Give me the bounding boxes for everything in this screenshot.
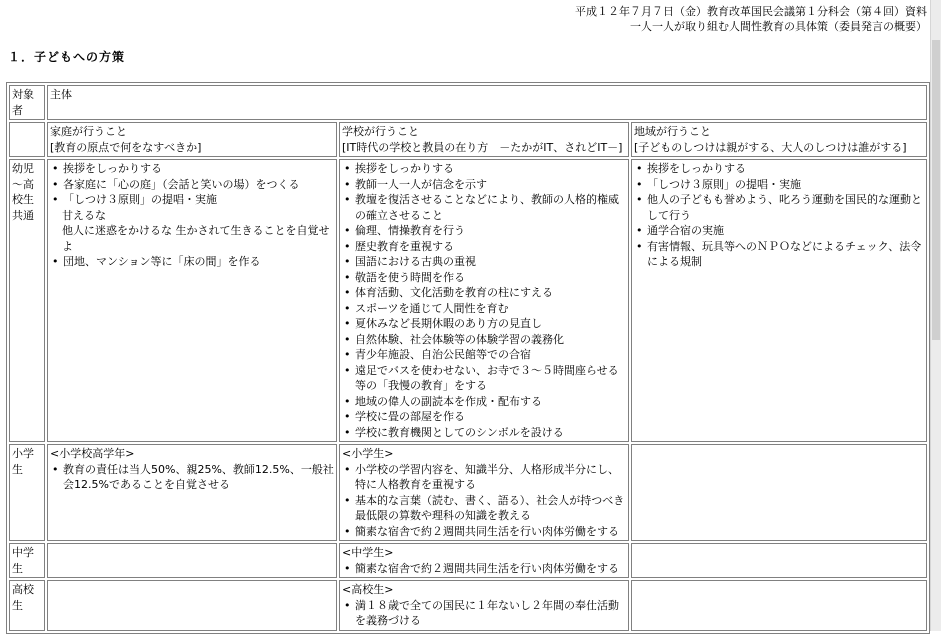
subject-community-title: 地域が行うこと xyxy=(634,125,711,138)
cell-high-community xyxy=(631,580,927,631)
list-item: • 敬語を使う時間を作る xyxy=(355,270,626,286)
subject-home-title: 家庭が行うこと xyxy=(50,125,127,138)
list-item: • 国語における古典の重視 xyxy=(355,254,626,270)
list-item: • 小学校の学習内容を、知識半分、人格形成半分にし、特に人格教育を重視する xyxy=(355,462,626,493)
list-item: • 簡素な宿舎で約２週間共同生活を行い肉体労働をする xyxy=(355,524,626,540)
list-item: • 学校に教育機関としてのシンボルを設ける xyxy=(355,425,626,441)
header-line-1: 平成１２年７月７日（金）教育改革国民会議第１分科会（第４回）資料 xyxy=(575,5,927,18)
list-item: • 他人の子どもも誉めよう、叱ろう運動を国民的な運動として行う xyxy=(647,192,924,223)
cell-junior-home xyxy=(47,543,337,578)
empty-cell xyxy=(9,122,45,157)
list-common-school xyxy=(342,161,626,440)
list-item: • 挨拶をしっかりする xyxy=(63,161,334,177)
cell-high-home xyxy=(47,580,337,631)
list-item: • 「しつけ３原則」の提唱・実施 xyxy=(647,177,924,193)
measures-table xyxy=(6,82,930,634)
list-item: • 基本的な言葉（読む、書く、語る）、社会人が持つべき最低限の算数や理科の知識を教える xyxy=(355,493,626,524)
subject-home-subtitle: [教育の原点で何をなすべきか] xyxy=(50,140,202,154)
list-item: • 夏休みなど長期休暇のあり方の見直し xyxy=(355,316,626,332)
table-row-common xyxy=(9,159,927,442)
subject-school-title: 学校が行うこと xyxy=(342,125,419,138)
list-item: • 有害情報、玩具等へのＮＰＯなどによるチェック、法令による規制 xyxy=(647,239,924,270)
cell-elementary-community xyxy=(631,444,927,541)
list-item: • 教師一人一人が信念を示す xyxy=(355,177,626,193)
table-row-junior xyxy=(9,543,927,578)
list-item: • 自然体験、社会体験等の体験学習の義務化 xyxy=(355,332,626,348)
list-item: • 遠足でバスを使わせない、お寺で３～５時間座らせる等の「我慢の教育」をする xyxy=(355,363,626,394)
subject-community xyxy=(631,122,927,157)
cell-high-school xyxy=(339,580,629,631)
list-common-community xyxy=(634,161,924,270)
column-header-subject: 主体 xyxy=(47,85,927,120)
list-item: • 簡素な宿舎で約２週間共同生活を行い肉体労働をする xyxy=(355,561,626,577)
list-item: • 挨拶をしっかりする xyxy=(647,161,924,177)
list-item: • 教壇を復活させることなどにより、教師の人格的権威の確立させること xyxy=(355,192,626,223)
list-junior-school xyxy=(342,561,626,577)
list-item: • 各家庭に「心の庭」（会話と笑いの場）をつくる xyxy=(63,177,334,193)
cell-junior-school xyxy=(339,543,629,578)
list-item: • 「しつけ３原則」の提唱・実施 xyxy=(63,192,334,208)
section-title: １．子どもへの方策 xyxy=(8,50,126,64)
group-heading: <中学生> xyxy=(342,546,394,559)
list-elementary-home xyxy=(50,462,334,493)
subject-header-row xyxy=(9,122,927,157)
list-item: • 挨拶をしっかりする xyxy=(355,161,626,177)
header-line-2: 一人一人が取り組む人間性教育の具体策（委員発言の概要） xyxy=(630,20,927,33)
list-item: • 通学合宿の実施 xyxy=(647,223,924,239)
subject-home xyxy=(47,122,337,157)
cell-common-home xyxy=(47,159,337,442)
list-common-home-2 xyxy=(50,254,334,270)
cell-common-community xyxy=(631,159,927,442)
group-heading: <小学校高学年> xyxy=(50,447,135,460)
vertical-scrollbar[interactable] xyxy=(930,0,941,631)
subject-school-subtitle: [IT時代の学校と教員の在り方 －たかがIT、されどIT－] xyxy=(342,140,623,154)
document-header xyxy=(575,4,927,34)
group-heading: <小学生> xyxy=(342,447,394,460)
list-item: • 団地、マンション等に「床の間」を作る xyxy=(63,254,334,270)
list-common-home xyxy=(50,161,334,208)
list-high-school xyxy=(342,598,626,629)
cell-elementary-home xyxy=(47,444,337,541)
list-item: • スポーツを通じて人間性を育む xyxy=(355,301,626,317)
target-elementary: 小学生 xyxy=(9,444,45,541)
column-header-target: 対象者 xyxy=(9,85,45,120)
cell-junior-community xyxy=(631,543,927,578)
target-high: 高校生 xyxy=(9,580,45,631)
list-item: • 体育活動、文化活動を教育の柱にすえる xyxy=(355,285,626,301)
subject-community-subtitle: [子どものしつけは親がする、大人のしつけは誰がする] xyxy=(634,140,907,154)
table-header-row xyxy=(9,85,927,120)
sub-text: 他人に迷惑をかけるな 生かされて生きることを自覚せよ xyxy=(62,224,330,253)
list-item: • 青少年施設、自治公民館等での合宿 xyxy=(355,347,626,363)
list-item: • 満１８歳で全ての国民に１年ないし２年間の奉仕活動を義務づける xyxy=(355,598,626,629)
cell-elementary-school xyxy=(339,444,629,541)
list-item: • 歴史教育を重視する xyxy=(355,239,626,255)
group-heading: <高校生> xyxy=(342,583,394,596)
list-item: • 教育の責任は当人50%、親25%、教師12.5%、一般社会12.5%であることを自覚させる xyxy=(63,462,334,493)
list-item: • 学校に畳の部屋を作る xyxy=(355,409,626,425)
subject-school xyxy=(339,122,629,157)
list-elementary-school xyxy=(342,462,626,540)
cell-common-school xyxy=(339,159,629,442)
table-row-high xyxy=(9,580,927,631)
sub-text: 甘えるな xyxy=(62,208,106,222)
list-item: • 倫理、情操教育を行う xyxy=(355,223,626,239)
target-common: 幼児～高校生 共通 xyxy=(9,159,45,442)
target-junior: 中学生 xyxy=(9,543,45,578)
list-item: • 地域の偉人の副読本を作成・配布する xyxy=(355,394,626,410)
scrollbar-thumb[interactable] xyxy=(932,40,940,340)
table-row-elementary xyxy=(9,444,927,541)
